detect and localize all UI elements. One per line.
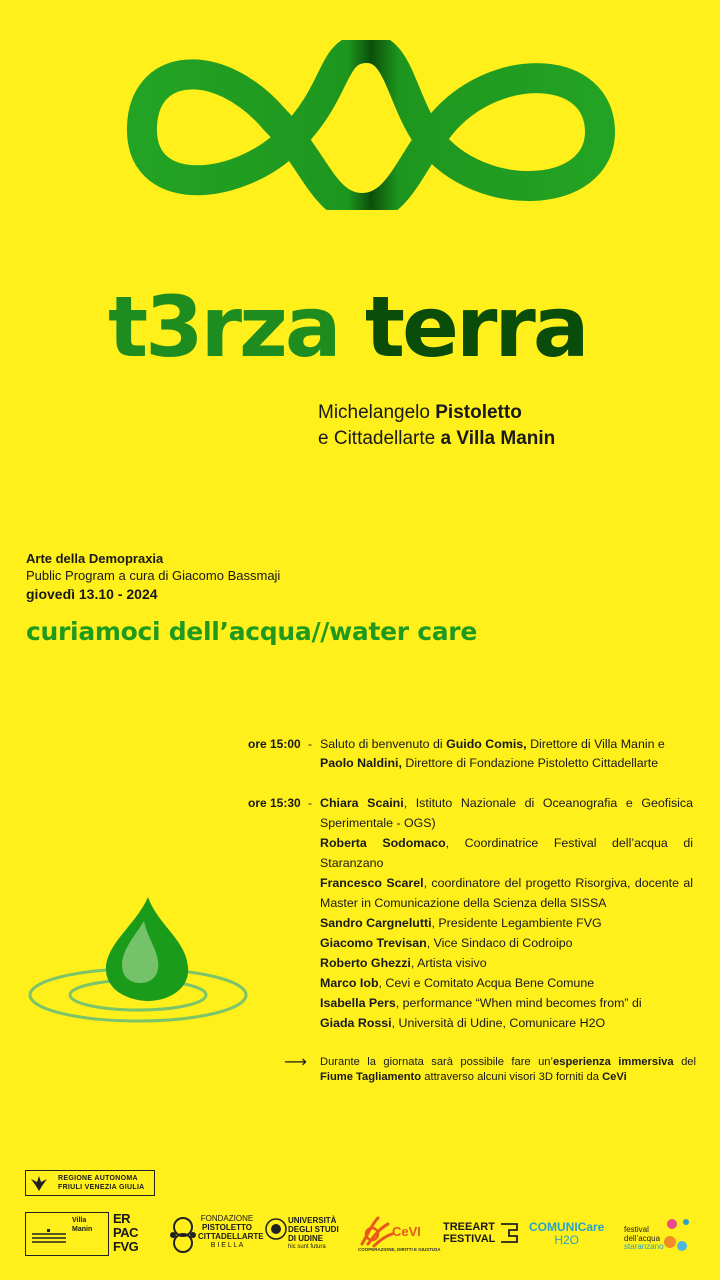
- villa-manin-name: Villa Manin: [72, 1217, 93, 1233]
- time-slot-2: ore 15:30: [248, 796, 301, 810]
- time-slot-1: ore 15:00: [248, 737, 301, 751]
- cevi-hands-icon: [358, 1214, 394, 1248]
- eagle-icon: [29, 1173, 49, 1193]
- speaker-entry: Chiara Scaini, Istituto Nazionale di Oceanografia e Geofisica Sperimentale - OGS): [320, 796, 693, 830]
- festival-drops-icon: [660, 1214, 694, 1254]
- time-dash-1: -: [308, 737, 312, 751]
- logo-ribbon: [142, 48, 600, 208]
- villa-building-icon: [30, 1224, 68, 1244]
- speaker-entry: Roberta Sodomaco, Coordinatrice Festival dell’acqua di Staranzano: [320, 836, 693, 870]
- treeart-festival-logo: TREEART FESTIVAL: [443, 1221, 496, 1245]
- cevi-tagline: COOPERAZIONE, DIRITTI E GIUSTIZIA: [358, 1247, 441, 1252]
- curator-line: Public Program a cura di Giacomo Bassmaji: [26, 568, 281, 583]
- program-entry-naldini: Paolo Naldini, Direttore di Fondazione Pistoletto Cittadellarte: [320, 756, 659, 770]
- uniud-seal-icon: [265, 1218, 287, 1240]
- speaker-entry: Marco Iob, Cevi e Comitato Acqua Bene Comune: [320, 976, 595, 990]
- infinity-wave-logo: [100, 40, 620, 210]
- comunicare-h2o-logo: COMUNICare H2O: [529, 1220, 605, 1247]
- speaker-entry: Giacomo Trevisan, Vice Sindaco di Codroipo: [320, 936, 573, 950]
- festival-acqua-logo: festival dell’acqua staranzano: [624, 1225, 664, 1251]
- erpac-logo: ER PAC FVG: [113, 1211, 139, 1254]
- time-dash-2: -: [308, 796, 312, 810]
- uniud-logo: UNIVERSITÀ DEGLI STUDI DI UDINE hic sunt futura: [288, 1216, 339, 1250]
- event-date: giovedì 13.10 - 2024: [26, 586, 158, 602]
- pistoletto-icon: [167, 1215, 199, 1255]
- treeart-glyph-icon: [499, 1222, 519, 1244]
- speaker-entry: Giada Rossi, Università di Udine, Comunicare H2O: [320, 1016, 606, 1030]
- arrow-icon: ⟶: [284, 1054, 307, 1071]
- speaker-entry: Isabella Pers, performance “When mind becomes from” di: [320, 996, 642, 1010]
- cevi-logo: CeVI: [392, 1224, 421, 1239]
- speaker-entry: Sandro Cargnelutti, Presidente Legambiente FVG: [320, 916, 602, 930]
- immersive-note: Durante la giornata sarà possibile fare un’esperienza immersiva del Fiume Tagliamento attraverso alcuni visori 3D forniti da CeVi: [320, 1056, 696, 1083]
- program-entry-welcome: Saluto di benvenuto di Guido Comis, Direttore di Villa Manin e: [320, 737, 665, 751]
- subtitle-line-1: Michelangelo Pistoletto: [318, 402, 522, 423]
- region-name: REGIONE AUTONOMA FRIULI VENEZIA GIULIA: [58, 1175, 145, 1191]
- speaker-entry: Roberto Ghezzi, Artista visivo: [320, 956, 487, 970]
- series-title: Arte della Demopraxia: [26, 551, 164, 566]
- water-drop-icon: [26, 895, 256, 1030]
- speaker-entry: Francesco Scarel, coordinatore del progetto Risorgiva, docente al Master in Comunicazione della Scienza della SISSA: [320, 876, 693, 910]
- pistoletto-logo: FONDAZIONE PISTOLETTO CITTADELLARTE B I E L L A: [198, 1214, 264, 1249]
- event-title: t3rza terra: [108, 278, 587, 376]
- headline: curiamoci dell’acqua//water care: [26, 617, 477, 646]
- subtitle-line-2: e Cittadellarte a Villa Manin: [318, 428, 556, 449]
